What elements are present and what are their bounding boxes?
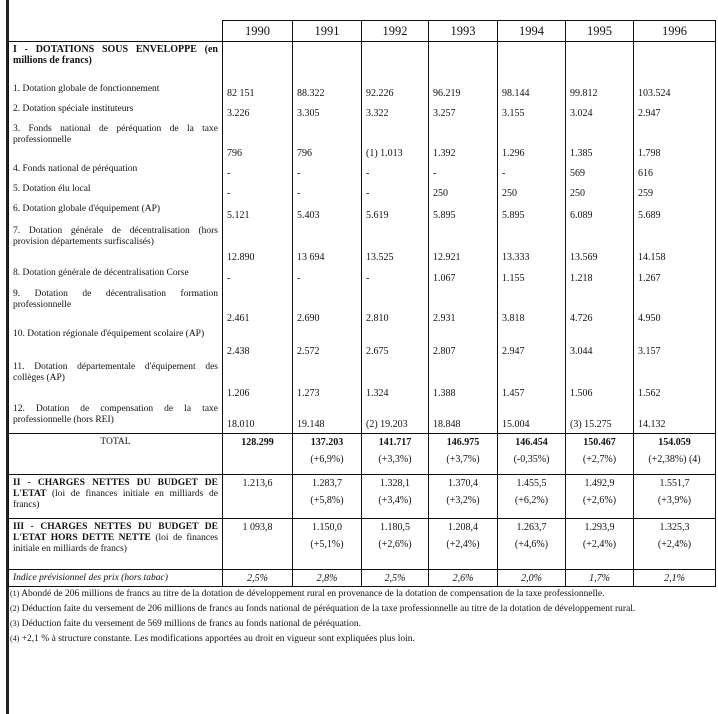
change-percent: (+3,7%) [446, 454, 480, 465]
value-cell [223, 434, 293, 475]
value-cell: 82 151 [223, 82, 293, 102]
value-cell: (3) 15.275 [566, 402, 634, 434]
year-header: 1991 [293, 21, 362, 42]
table-row [9, 122, 716, 162]
table-row [9, 402, 716, 434]
value-cell: 3.024 [566, 102, 634, 122]
value-cell: 1.273 [293, 360, 362, 402]
value-cell: 5.895 [498, 202, 566, 224]
value-cell: - [293, 182, 362, 202]
row-label: 7. Dotation générale de décentralisation (hors provision départements surfiscalisés) [9, 224, 223, 266]
dotations-table [8, 20, 716, 587]
value-cell: - [223, 162, 293, 182]
value-cell: 796 [293, 122, 362, 162]
change-percent: (+5,8%) [310, 495, 344, 506]
change-percent: (+2,7%) [582, 454, 617, 465]
value-cell [634, 475, 716, 519]
charges-row-label [9, 475, 223, 519]
value-cell [362, 475, 429, 519]
row-label: 1. Dotation globale de fonctionnement [9, 82, 223, 102]
value: 1.455,5 [516, 478, 547, 489]
footnote-text: Déduction faite du versement de 569 millions de francs au fonds national de péréquation. [21, 619, 361, 629]
footnote-mark: (1) [10, 589, 20, 598]
change-percent: (+2,4%) [446, 539, 480, 550]
value: 128.299 [241, 437, 274, 448]
table-row [9, 182, 716, 202]
footnote [10, 618, 710, 630]
row-label: 9. Dotation de décentralisation formation professionnelle [9, 287, 223, 327]
value-cell: - [293, 162, 362, 182]
value-cell: 18.010 [223, 402, 293, 434]
footnote-text: Abondé de 206 millions de francs au titre de la dotation de développement rural en provenance de la dotation de compensation de la taxe professionnelle. [21, 589, 605, 599]
value-cell: 2,0% [498, 570, 566, 587]
value-cell: 1.798 [634, 122, 716, 162]
value-cell: 569 [566, 162, 634, 182]
value-cell: 1.296 [498, 122, 566, 162]
value-cell: - [429, 162, 498, 182]
value-cell: 3.044 [566, 327, 634, 360]
change-percent: (-0,35%) [513, 454, 550, 465]
change-percent: (+2,4%) [657, 539, 692, 550]
value: 1.492,9 [584, 478, 615, 489]
year-header: 1994 [498, 21, 566, 42]
value-cell: 15.004 [498, 402, 566, 434]
empty-cell [223, 42, 293, 82]
price-index-row [9, 570, 716, 587]
row-label: 8. Dotation générale de décentralisation Corse [9, 266, 223, 287]
year-header: 1996 [634, 21, 716, 42]
value-cell: 5.689 [634, 202, 716, 224]
empty-cell [293, 42, 362, 82]
value-cell [223, 475, 293, 519]
value-cell: 2.931 [429, 287, 498, 327]
label-text: II - CHARGES NETTES DU BUDGET DE L'ETAT [13, 478, 218, 499]
value-cell: 1.267 [634, 266, 716, 287]
value: 146.975 [446, 437, 480, 448]
row-label: 12. Dotation de compensation de la taxe professionnelle (hors REI) [9, 402, 223, 434]
value-cell: 19.148 [293, 402, 362, 434]
value-cell: 2.438 [223, 327, 293, 360]
row-label: 6. Dotation globale d'équipement (AP) [9, 202, 223, 224]
row-label: 4. Fonds national de péréquation [9, 162, 223, 182]
value-cell [293, 475, 362, 519]
value-cell: 3.257 [429, 102, 498, 122]
value-cell: 92.226 [362, 82, 429, 102]
value-cell [429, 434, 498, 475]
value-cell: 616 [634, 162, 716, 182]
row-label: 11. Dotation départementale d'équipement des collèges (AP) [9, 360, 223, 402]
value: 1.551,7 [659, 478, 690, 489]
change-percent: (+3,2%) [446, 495, 480, 506]
row-label: 10. Dotation régionale d'équipement scolaire (AP) [9, 327, 223, 360]
value-cell: 3.322 [362, 102, 429, 122]
change-percent: (+6,9%) [310, 454, 344, 465]
footnote-mark: (3) [10, 619, 20, 628]
row-label: 5. Dotation élu local [9, 182, 223, 202]
value-cell: 1.506 [566, 360, 634, 402]
change-percent: (+2,6%) [378, 539, 412, 550]
value-cell: 2.675 [362, 327, 429, 360]
footnote-mark: (2) [10, 604, 20, 613]
change-percent: (+3,4%) [378, 495, 412, 506]
value-cell: 1.324 [362, 360, 429, 402]
value-cell: 250 [566, 182, 634, 202]
value-cell [293, 434, 362, 475]
value: 1.293,9 [584, 522, 615, 533]
value-cell: 3.226 [223, 102, 293, 122]
value-cell [429, 475, 498, 519]
value-cell [634, 434, 716, 475]
value: 1.150,0 [312, 522, 342, 533]
value-cell: 1.206 [223, 360, 293, 402]
value-cell: 13.333 [498, 224, 566, 266]
value-cell: 1.155 [498, 266, 566, 287]
value-cell: 250 [429, 182, 498, 202]
value-cell: 14.158 [634, 224, 716, 266]
table-row [9, 224, 716, 266]
value-cell: 2.572 [293, 327, 362, 360]
total-row-label [9, 434, 223, 475]
table-row [9, 266, 716, 287]
section-title: I - DOTATIONS SOUS ENVELOPPE (en millions de francs) [9, 42, 223, 82]
year-header: 1990 [223, 21, 293, 42]
empty-cell [634, 42, 716, 82]
value-cell: 259 [634, 182, 716, 202]
value-cell: 4.726 [566, 287, 634, 327]
footnote-text: +2,1 % à structure constante. Les modifications apportées au droit en vigueur sont expliquées plus loin. [21, 634, 415, 644]
value-cell: 13 694 [293, 224, 362, 266]
footnote-text: Déduction faite du versement de 206 millions de francs au fonds national de péréquation de la taxe professionnelle au titre de la dotation de développement rural. [21, 604, 636, 614]
price-index-label: Indice prévisionnel des prix (hors tabac) [9, 570, 223, 587]
value-cell: 2.690 [293, 287, 362, 327]
value: 137.203 [310, 437, 344, 448]
value-cell: 103.524 [634, 82, 716, 102]
empty-cell [566, 42, 634, 82]
value-cell: 2,6% [429, 570, 498, 587]
value: 1.370,4 [448, 478, 478, 489]
value-cell [362, 519, 429, 570]
value-cell: 1.562 [634, 360, 716, 402]
value-cell [429, 519, 498, 570]
table-row [9, 327, 716, 360]
value-cell: 13.569 [566, 224, 634, 266]
value-cell: 2,8% [293, 570, 362, 587]
charges-hors-dette-row-label [9, 519, 223, 570]
value-cell: - [223, 266, 293, 287]
empty-cell [362, 42, 429, 82]
table-row [9, 102, 716, 122]
value-cell: (2) 19.203 [362, 402, 429, 434]
change-percent: (+2,38%) (4) [648, 454, 701, 465]
section-title-row [9, 42, 716, 82]
value-cell: 2,1% [634, 570, 716, 587]
change-percent: (+2,6%) [582, 495, 617, 506]
value-cell: - [362, 162, 429, 182]
value-cell: 1.385 [566, 122, 634, 162]
value-cell: 4.950 [634, 287, 716, 327]
value-cell [566, 519, 634, 570]
year-header: 1993 [429, 21, 498, 42]
value-cell: 2.807 [429, 327, 498, 360]
value: 141.717 [378, 437, 412, 448]
footnote [10, 588, 710, 600]
change-percent: (+3,3%) [378, 454, 412, 465]
value: 1 093,8 [242, 522, 273, 533]
value-cell: 1.218 [566, 266, 634, 287]
value-cell: 3.157 [634, 327, 716, 360]
year-header: 1992 [362, 21, 429, 42]
value-cell [498, 519, 566, 570]
value-cell: 18.848 [429, 402, 498, 434]
value-cell: 5.121 [223, 202, 293, 224]
value-cell: 796 [223, 122, 293, 162]
total-row [9, 434, 716, 475]
label-text: III - CHARGES NETTES DU BUDGET DE L'ETAT HORS DETTE NETTE [13, 522, 218, 543]
value-cell: 6.089 [566, 202, 634, 224]
footnote-mark: (4) [10, 634, 20, 643]
value-cell: 96.219 [429, 82, 498, 102]
value-cell: 3.818 [498, 287, 566, 327]
value: 154.059 [658, 437, 691, 448]
value-cell: - [293, 266, 362, 287]
charges-row [9, 475, 716, 519]
footnote [10, 633, 710, 645]
value-cell: 5.895 [429, 202, 498, 224]
value-cell [362, 434, 429, 475]
label-text: TOTAL [100, 437, 131, 447]
value-cell: 2,5% [223, 570, 293, 587]
empty-cell [429, 42, 498, 82]
value: 1.213,6 [242, 478, 273, 489]
change-percent: (+6,2%) [514, 495, 549, 506]
value-cell: 99.812 [566, 82, 634, 102]
row-label: 2. Dotation spéciale instituteurs [9, 102, 223, 122]
table-row [9, 287, 716, 327]
change-percent: (+4,6%) [514, 539, 549, 550]
value-cell: - [223, 182, 293, 202]
value-cell: 5.619 [362, 202, 429, 224]
value-cell: - [362, 266, 429, 287]
change-percent: (+3,9%) [657, 495, 692, 506]
value-cell [566, 434, 634, 475]
value-cell [566, 475, 634, 519]
charges-hors-dette-row [9, 519, 716, 570]
value-cell: 2.461 [223, 287, 293, 327]
value: 1.208,4 [448, 522, 478, 533]
value-cell: 13.525 [362, 224, 429, 266]
footnote [10, 603, 710, 615]
value-cell: 2.947 [634, 102, 716, 122]
table-row [9, 360, 716, 402]
value-cell: - [362, 182, 429, 202]
value-cell: 3.305 [293, 102, 362, 122]
value-cell: 1.392 [429, 122, 498, 162]
value-cell [223, 519, 293, 570]
value-cell [498, 434, 566, 475]
value-cell: 12.921 [429, 224, 498, 266]
value: 146.454 [515, 437, 548, 448]
value: 1.180,5 [380, 522, 410, 533]
footnotes [10, 588, 710, 648]
value-cell: 1.067 [429, 266, 498, 287]
value-cell: 98.144 [498, 82, 566, 102]
row-label: 3. Fonds national de péréquation de la taxe professionnelle [9, 122, 223, 162]
value-cell: (1) 1.013 [362, 122, 429, 162]
empty-cell [498, 42, 566, 82]
value-cell: 12.890 [223, 224, 293, 266]
label-subtext: (loi de finances initiale en milliards de francs) [13, 489, 219, 510]
value: 1.325,3 [659, 522, 690, 533]
change-percent: (+5,1%) [310, 539, 344, 550]
value-cell [634, 519, 716, 570]
header-row [9, 21, 716, 42]
value: 1.328,1 [380, 478, 410, 489]
year-header: 1995 [566, 21, 634, 42]
value-cell: 5.403 [293, 202, 362, 224]
value-cell [498, 475, 566, 519]
value: 1.283,7 [312, 478, 342, 489]
value-cell: - [498, 162, 566, 182]
value-cell: 3.155 [498, 102, 566, 122]
value: 1.263,7 [516, 522, 547, 533]
value-cell: 1,7% [566, 570, 634, 587]
value-cell: 1.388 [429, 360, 498, 402]
label-subtext: (loi de finances initiale en milliards de francs) [13, 533, 218, 554]
table-row [9, 162, 716, 182]
value-cell: 2,5% [362, 570, 429, 587]
value-cell: 88.322 [293, 82, 362, 102]
value-cell: 14.132 [634, 402, 716, 434]
value-cell [293, 519, 362, 570]
change-percent: (+2,4%) [582, 539, 617, 550]
table-row [9, 202, 716, 224]
value: 150.467 [583, 437, 616, 448]
value-cell: 2.947 [498, 327, 566, 360]
value-cell: 2.810 [362, 287, 429, 327]
table-row [9, 82, 716, 102]
value-cell: 250 [498, 182, 566, 202]
value-cell: 1.457 [498, 360, 566, 402]
